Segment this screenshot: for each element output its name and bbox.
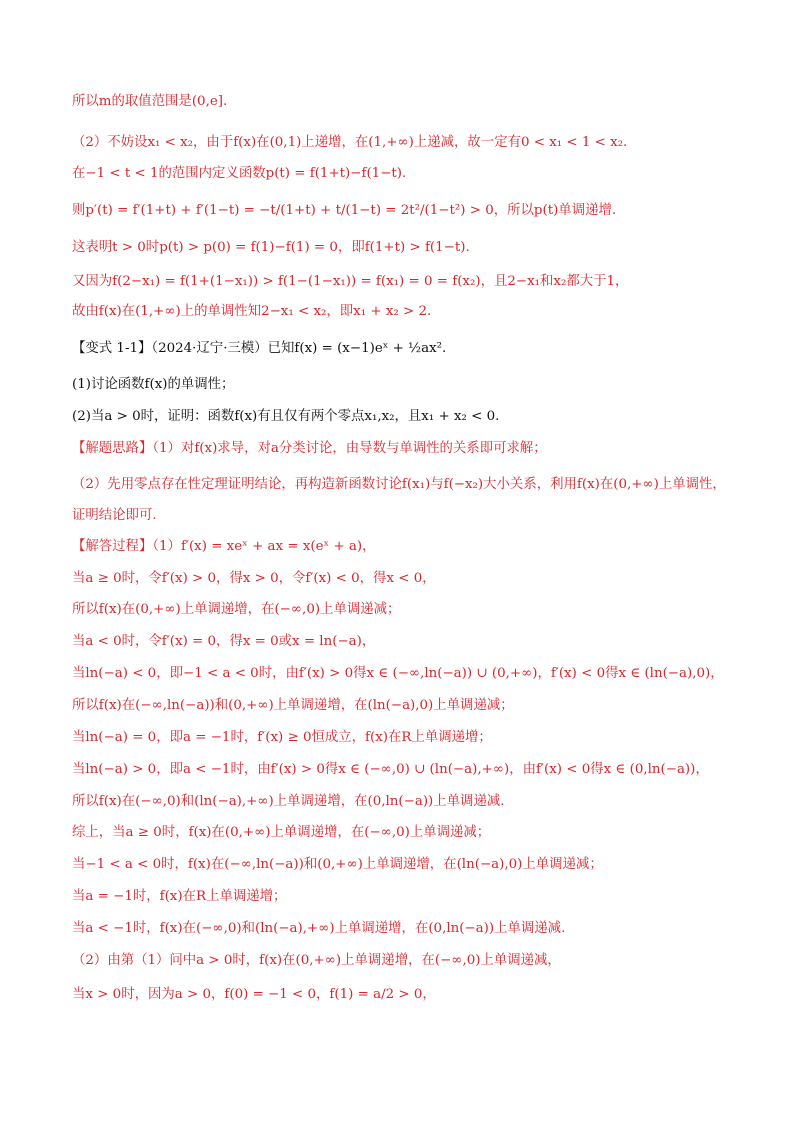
text-line-21: 所以f(x)在(−∞,0)和(ln(−a),+∞)上单调递增，在(0,ln(−a))上单调递减.: [72, 794, 505, 809]
text-line-6: 又因为f(2−x₁) = f(1+(1−x₁)) > f(1−(1−x₁)) = f(x₁) = 0 = f(x₂)，且2−x₁和x₂都大于1，: [72, 274, 629, 289]
text-line-15: 所以f(x)在(0,+∞)上单调递增，在(−∞,0)上单调递减；: [72, 602, 401, 617]
text-line-12: （2）先用零点存在性定理证明结论，再构造新函数讨论f(x₁)与f(−x₂)大小关系，利用f(x)在(0,+∞)上单调性，证明结论即可.: [72, 477, 726, 523]
text-line-17: 当ln(−a) < 0，即−1 < a < 0时，由f′(x) > 0得x ∈ (−∞,ln(−a)) ∪ (0,+∞)，f′(x) < 0得x ∈ (ln(−a),0)，: [72, 666, 724, 681]
text-line-13: 【解答过程】（1）f′(x) = xeˣ + ax = x(eˣ + a)，: [72, 539, 376, 554]
text-line-8: 【变式 1-1】（2024·辽宁·三模）已知f(x) = (x−1)eˣ + ½ax².: [72, 341, 447, 356]
text-line-27: 当x > 0时，因为a > 0，f(0) = −1 < 0，f(1) = a/2 > 0，: [72, 987, 436, 1002]
text-line-20: 当ln(−a) > 0，即a < −1时，由f′(x) > 0得x ∈ (−∞,0) ∪ (ln(−a),+∞)，由f′(x) < 0得x ∈ (0,ln(−a))，: [72, 762, 709, 777]
text-line-19: 当ln(−a) = 0，即a = −1时，f′(x) ≥ 0恒成立，f(x)在R上单调递增；: [72, 730, 492, 745]
text-line-25: 当a < −1时，f(x)在(−∞,0)和(ln(−a),+∞)上单调递增，在(0,ln(−a))上单调递减.: [72, 921, 566, 936]
text-line-2: （2）不妨设x₁ < x₂，由于f(x)在(0,1)上递增，在(1,+∞)上递减，故一定有0 < x₁ < 1 < x₂.: [72, 135, 628, 150]
text-line-22: 综上，当a ≥ 0时，f(x)在(0,+∞)上单调递增，在(−∞,0)上单调递减；: [72, 825, 491, 840]
text-line-10: (2)当a > 0时，证明：函数f(x)有且仅有两个零点x₁,x₂，且x₁ + x₂ < 0.: [72, 409, 500, 424]
text-line-7: 故由f(x)在(1,+∞)上的单调性知2−x₁ < x₂，即x₁ + x₂ > 2.: [72, 304, 432, 319]
text-line-24: 当a = −1时，f(x)在R上单调递增；: [72, 889, 287, 904]
text-line-23: 当−1 < a < 0时，f(x)在(−∞,ln(−a))和(0,+∞)上单调递增，在(ln(−a),0)上单调递减；: [72, 857, 603, 872]
text-line-11: 【解题思路】（1）对f(x)求导，对a分类讨论，由导数与单调性的关系即可求解；: [72, 441, 547, 456]
text-line-4: 则p′(t) = f′(1+t) + f′(1−t) = −t/(1+t) + t/(1−t) = 2t²/(1−t²) > 0，所以p(t)单调递增.: [72, 203, 617, 218]
text-line-5: 这表明t > 0时p(t) > p(0) = f(1)−f(1) = 0，即f(1+t) > f(1−t).: [72, 240, 470, 255]
text-line-14: 当a ≥ 0时，令f′(x) > 0，得x > 0，令f′(x) < 0，得x < 0，: [72, 571, 436, 586]
text-line-16: 当a < 0时，令f′(x) = 0，得x = 0或x = ln(−a)，: [72, 634, 376, 649]
text-line-26: （2）由第（1）问中a > 0时，f(x)在(0,+∞)上单调递增，在(−∞,0)上单调递减，: [72, 953, 561, 968]
text-line-1: 所以m的取值范围是(0,e].: [72, 94, 228, 109]
text-line-9: (1)讨论函数f(x)的单调性；: [72, 377, 235, 392]
text-line-3: 在−1 < t < 1的范围内定义函数p(t) = f(1+t)−f(1−t).: [72, 166, 407, 181]
text-line-18: 所以f(x)在(−∞,ln(−a))和(0,+∞)上单调递增，在(ln(−a),0)上单调递减；: [72, 698, 514, 713]
